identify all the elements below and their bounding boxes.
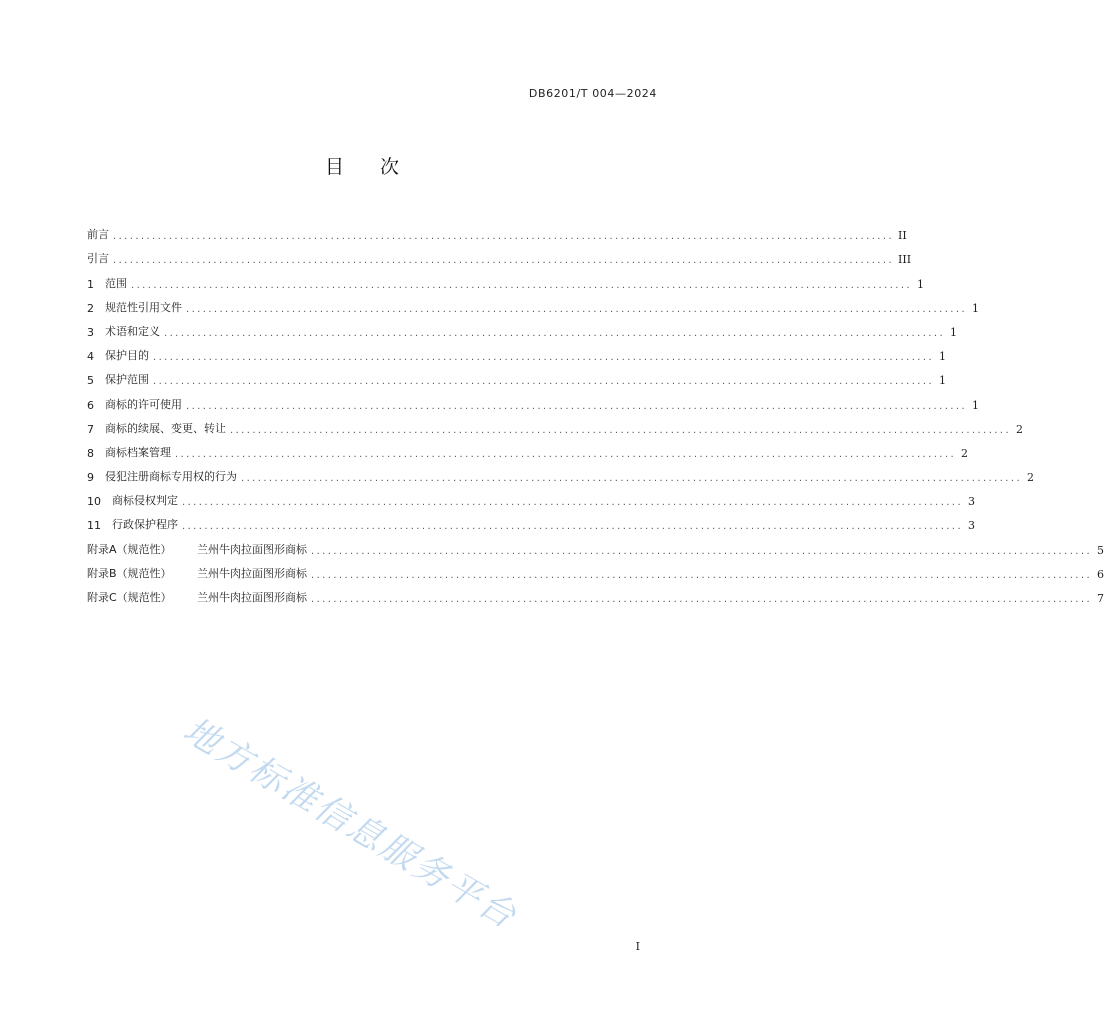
page-number: I xyxy=(635,940,640,953)
toc-entry-label: 保护目的 xyxy=(105,349,149,363)
toc-entry-page: III xyxy=(898,253,912,267)
toc-entry-normative-references[interactable] xyxy=(87,291,980,315)
toc-entry-number: 4 xyxy=(87,350,94,364)
dot-leader: ............................................................................................................................................ xyxy=(186,303,968,315)
toc-entry-number: 10 xyxy=(87,495,101,509)
dot-leader: ............................................................................................................................................ xyxy=(113,255,895,267)
toc-entry-page: 3 xyxy=(968,495,976,509)
toc-entry-archive-management[interactable] xyxy=(87,436,969,460)
dot-leader: ............................................................................................................................................ xyxy=(164,327,946,339)
dot-leader: ............................................................................................................................................ xyxy=(153,376,935,388)
toc-entry-label: 商标侵权判定 xyxy=(112,494,178,508)
toc-title-part2: 次 xyxy=(380,156,400,178)
toc-entry-page: 3 xyxy=(968,519,976,533)
toc-entry-label: 兰州牛肉拉面图形商标 xyxy=(197,542,307,556)
toc-entry-number: 9 xyxy=(87,471,94,485)
toc-title xyxy=(0,152,724,179)
toc-entry-label: 商标档案管理 xyxy=(105,445,171,459)
document-code: DB6201/T 004—2024 xyxy=(528,87,657,100)
dot-leader: ............................................................................................................................................ xyxy=(182,497,964,509)
dot-leader: ............................................................................................................................................ xyxy=(153,352,935,364)
toc-entry-appendix-c[interactable] xyxy=(87,581,1104,605)
toc-entry-page: 1 xyxy=(917,277,925,291)
toc-entry-label: 前言 xyxy=(87,228,109,242)
toc-entry-number: 附录A（规范性） xyxy=(87,542,172,556)
toc-entry-label: 侵犯注册商标专用权的行为 xyxy=(105,470,237,484)
toc-entry-page: II xyxy=(898,229,907,243)
toc-entry-administrative-procedure[interactable] xyxy=(87,508,976,533)
toc-entry-page: 1 xyxy=(939,374,947,388)
toc-entry-scope[interactable] xyxy=(87,266,925,291)
toc-entry-foreword[interactable] xyxy=(87,218,907,243)
toc-entry-page: 6 xyxy=(1097,567,1104,581)
dot-leader: ............................................................................................................................................ xyxy=(131,279,913,291)
toc-entry-page: 2 xyxy=(961,446,969,460)
toc-entry-label: 兰州牛肉拉面图形商标 xyxy=(197,566,307,580)
toc-entry-label: 兰州牛肉拉面图形商标 xyxy=(197,591,307,604)
toc-entry-label: 商标的许可使用 xyxy=(105,397,182,411)
toc-entry-introduction[interactable] xyxy=(87,242,912,267)
toc-entry-page: 5 xyxy=(1097,543,1104,557)
dot-leader: ............................................................................................................................................ xyxy=(241,473,1023,485)
toc-entry-number: 7 xyxy=(87,422,94,436)
toc-entry-label: 术语和定义 xyxy=(105,324,160,338)
toc-entry-label: 商标的续展、变更、转让 xyxy=(105,421,226,435)
toc-entry-protection-scope[interactable] xyxy=(87,363,947,388)
toc-entry-infringement-acts[interactable] xyxy=(87,460,1035,485)
toc-entry-page: 2 xyxy=(1016,422,1024,436)
toc-entry-protection-purpose[interactable] xyxy=(87,339,947,364)
toc-entry-terms[interactable] xyxy=(87,315,958,339)
dot-leader: ............................................................................................................................................ xyxy=(182,521,964,533)
toc-entry-number: 5 xyxy=(87,374,94,388)
dot-leader: ............................................................................................................................................ xyxy=(175,448,957,460)
toc-entry-number: 1 xyxy=(87,277,94,291)
toc-entry-number: 3 xyxy=(87,325,94,339)
toc-entry-label: 行政保护程序 xyxy=(112,518,178,532)
toc-entry-page: 1 xyxy=(939,350,947,364)
dot-leader: ............................................................................................................................................ xyxy=(113,231,895,243)
toc-entry-label: 保护范围 xyxy=(105,373,149,387)
toc-entry-number: 6 xyxy=(87,398,94,412)
toc-entry-number: 附录B（规范性） xyxy=(87,566,172,580)
dot-leader: ............................................................................................................................................ xyxy=(311,594,1093,605)
watermark: 地方标准信息服务平台 xyxy=(176,710,525,938)
toc-entry-number: 附录C（规范性） xyxy=(87,591,172,604)
toc-entry-page: 1 xyxy=(950,325,958,339)
toc-entry-license-use[interactable] xyxy=(87,387,980,412)
toc-entry-label: 规范性引用文件 xyxy=(105,300,182,314)
toc-entry-number: 8 xyxy=(87,446,94,460)
toc-entry-page: 7 xyxy=(1097,592,1104,605)
toc-entry-appendix-a[interactable] xyxy=(87,532,1104,557)
toc-entry-page: 1 xyxy=(972,301,980,315)
dot-leader: ............................................................................................................................................ xyxy=(230,424,1012,436)
toc-entry-infringement-judgment[interactable] xyxy=(87,484,976,509)
dot-leader: ............................................................................................................................................ xyxy=(311,545,1093,557)
toc-entry-appendix-b[interactable] xyxy=(87,557,1104,581)
toc-entry-page: 2 xyxy=(1027,471,1035,485)
toc-title-part1: 目 xyxy=(324,156,344,178)
toc-list xyxy=(87,218,1104,605)
dot-leader: ............................................................................................................................................ xyxy=(186,400,968,412)
toc-entry-page: 1 xyxy=(972,398,980,412)
toc-entry-number: 11 xyxy=(87,519,101,533)
toc-entry-number: 2 xyxy=(87,301,94,315)
dot-leader: ............................................................................................................................................ xyxy=(311,569,1093,581)
toc-entry-label: 引言 xyxy=(87,252,109,266)
toc-entry-renewal-transfer[interactable] xyxy=(87,412,1024,436)
toc-entry-label: 范围 xyxy=(105,276,127,290)
